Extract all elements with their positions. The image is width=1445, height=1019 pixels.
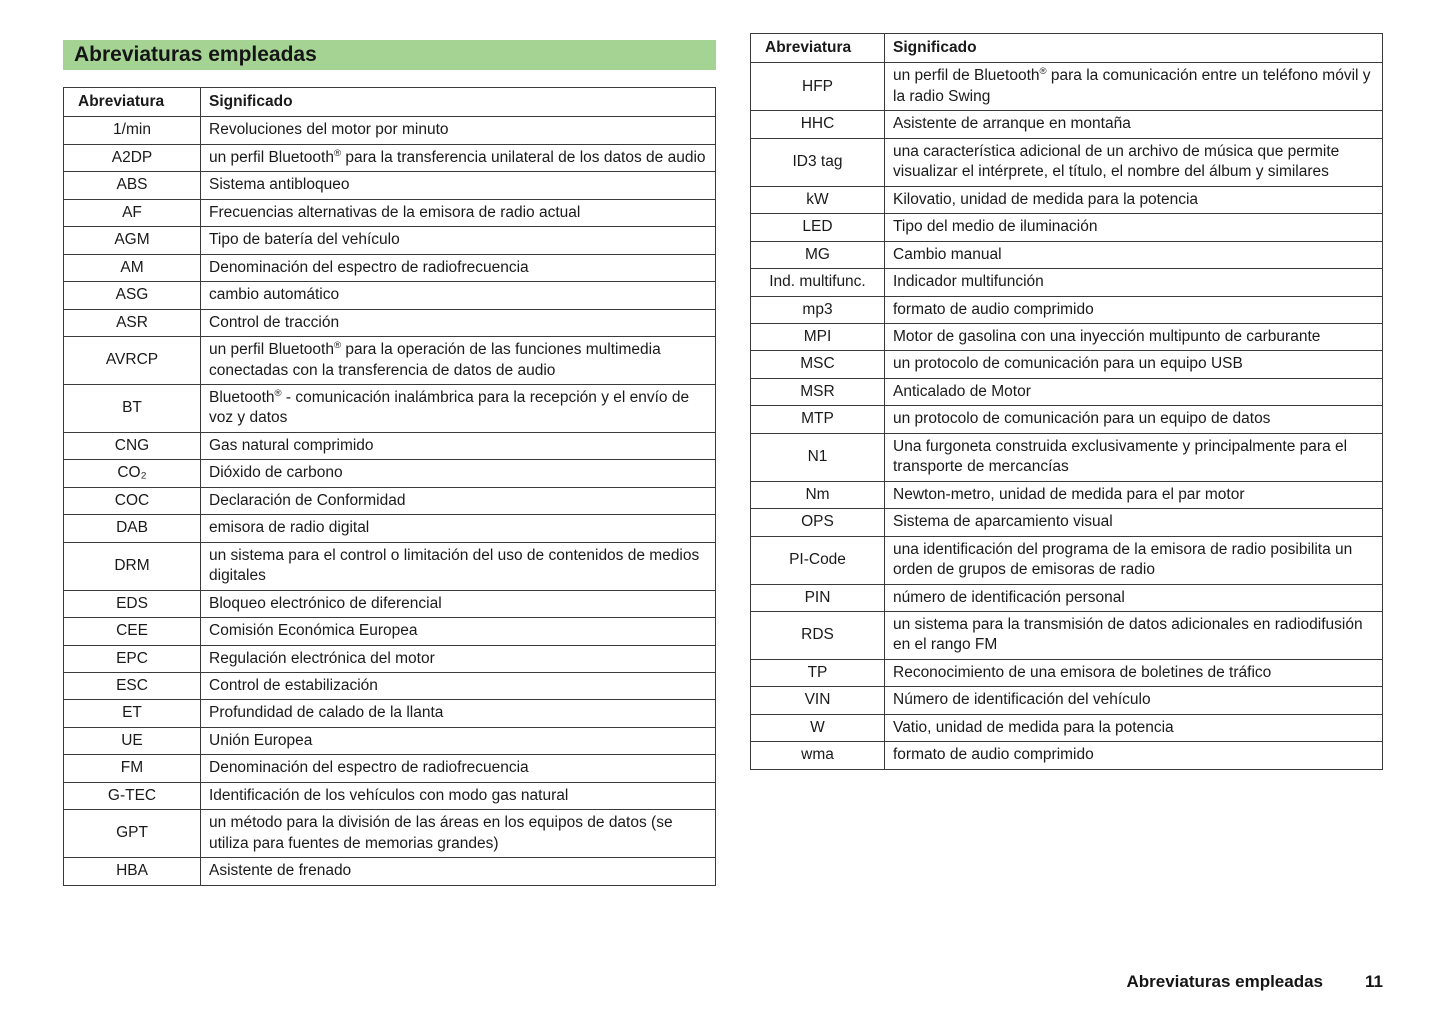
- right-column: [750, 33, 1383, 770]
- table-row: [64, 542, 716, 590]
- table-row: [64, 282, 716, 309]
- meaning-cell: Bloqueo electrónico de diferencial: [201, 590, 716, 617]
- meaning-cell: un sistema para la transmisión de datos adicionales en radiodifusión en el rango FM: [885, 611, 1383, 659]
- abbreviation-cell: kW: [751, 186, 885, 213]
- abbreviation-cell: MG: [751, 241, 885, 268]
- meaning-cell: Una furgoneta construida exclusivamente y principalmente para el transporte de mercancías: [885, 433, 1383, 481]
- abbreviation-cell: ID3 tag: [751, 138, 885, 186]
- table-row: [751, 433, 1383, 481]
- meaning-cell: Profundidad de calado de la llanta: [201, 700, 716, 727]
- abbreviation-cell: PI-Code: [751, 536, 885, 584]
- column-header-meaning: Significado: [201, 88, 716, 117]
- abbreviation-cell: DAB: [64, 515, 201, 542]
- table-row: [64, 487, 716, 514]
- meaning-cell: número de identificación personal: [885, 584, 1383, 611]
- table-row: [64, 858, 716, 885]
- meaning-cell: Frecuencias alternativas de la emisora de radio actual: [201, 199, 716, 226]
- meaning-cell: Asistente de arranque en montaña: [885, 111, 1383, 138]
- abbreviation-cell: A2DP: [64, 144, 201, 171]
- abbreviation-cell: VIN: [751, 687, 885, 714]
- table-row: [751, 687, 1383, 714]
- abbreviation-cell: G-TEC: [64, 782, 201, 809]
- meaning-cell: Control de tracción: [201, 309, 716, 336]
- table-row: [64, 727, 716, 754]
- table-row: [64, 254, 716, 281]
- table-row: [64, 810, 716, 858]
- meaning-cell: Indicador multifunción: [885, 269, 1383, 296]
- abbreviation-cell: ESC: [64, 672, 201, 699]
- abbreviation-cell: ABS: [64, 172, 201, 199]
- abbreviation-cell: CO₂: [64, 460, 201, 487]
- meaning-cell: Tipo de batería del vehículo: [201, 227, 716, 254]
- abbreviation-cell: GPT: [64, 810, 201, 858]
- meaning-cell: un perfil Bluetooth® para la transferencia unilateral de los datos de audio: [201, 144, 716, 171]
- table-row: [64, 309, 716, 336]
- meaning-cell: Anticalado de Motor: [885, 378, 1383, 405]
- abbreviation-cell: PIN: [751, 584, 885, 611]
- abbreviation-cell: ASR: [64, 309, 201, 336]
- meaning-cell: Identificación de los vehículos con modo gas natural: [201, 782, 716, 809]
- table-row: [751, 186, 1383, 213]
- abbreviation-cell: AF: [64, 199, 201, 226]
- meaning-cell: un perfil Bluetooth® para la operación de las funciones multimedia conectadas con la transferencia de datos de audio: [201, 337, 716, 385]
- meaning-cell: un protocolo de comunicación para un equipo de datos: [885, 406, 1383, 433]
- table-row: [751, 323, 1383, 350]
- table-row: [751, 611, 1383, 659]
- abbreviation-cell: N1: [751, 433, 885, 481]
- abbreviation-cell: W: [751, 714, 885, 741]
- abbreviation-cell: 1/min: [64, 117, 201, 144]
- table-row: [64, 755, 716, 782]
- table-row: [751, 63, 1383, 111]
- meaning-cell: cambio automático: [201, 282, 716, 309]
- meaning-cell: Motor de gasolina con una inyección multipunto de carburante: [885, 323, 1383, 350]
- abbreviations-table-right: [750, 33, 1383, 770]
- meaning-cell: Tipo del medio de iluminación: [885, 214, 1383, 241]
- table-row: [751, 481, 1383, 508]
- meaning-cell: Denominación del espectro de radiofrecuencia: [201, 254, 716, 281]
- meaning-cell: Regulación electrónica del motor: [201, 645, 716, 672]
- abbreviation-cell: HBA: [64, 858, 201, 885]
- abbreviation-cell: DRM: [64, 542, 201, 590]
- abbreviation-cell: AM: [64, 254, 201, 281]
- abbreviation-cell: EPC: [64, 645, 201, 672]
- table-row: [64, 144, 716, 171]
- meaning-cell: Dióxido de carbono: [201, 460, 716, 487]
- page-number: 11: [1365, 972, 1383, 991]
- table-row: [751, 659, 1383, 686]
- table-row: [64, 515, 716, 542]
- abbreviations-table-left: [63, 87, 716, 886]
- table-row: [751, 111, 1383, 138]
- abbreviation-cell: MSR: [751, 378, 885, 405]
- abbreviation-cell: RDS: [751, 611, 885, 659]
- abbreviation-cell: CEE: [64, 618, 201, 645]
- abbreviation-cell: Ind. multifunc.: [751, 269, 885, 296]
- column-header-meaning: Significado: [885, 34, 1383, 63]
- page-footer: [1126, 972, 1383, 992]
- table-row: [751, 406, 1383, 433]
- table-row: [64, 590, 716, 617]
- table-row: [751, 584, 1383, 611]
- page-title: Abreviaturas empleadas: [63, 40, 716, 70]
- meaning-cell: Control de estabilización: [201, 672, 716, 699]
- abbreviation-cell: BT: [64, 384, 201, 432]
- table-header-row: [64, 88, 716, 117]
- abbreviation-cell: COC: [64, 487, 201, 514]
- meaning-cell: Comisión Económica Europea: [201, 618, 716, 645]
- abbreviation-cell: TP: [751, 659, 885, 686]
- abbreviation-cell: MPI: [751, 323, 885, 350]
- table-row: [751, 138, 1383, 186]
- table-row: [64, 645, 716, 672]
- abbreviation-cell: HHC: [751, 111, 885, 138]
- abbreviation-cell: Nm: [751, 481, 885, 508]
- abbreviation-cell: mp3: [751, 296, 885, 323]
- table-row: [751, 269, 1383, 296]
- meaning-cell: Número de identificación del vehículo: [885, 687, 1383, 714]
- abbreviation-cell: HFP: [751, 63, 885, 111]
- table-row: [64, 432, 716, 459]
- meaning-cell: Kilovatio, unidad de medida para la potencia: [885, 186, 1383, 213]
- table-row: [64, 700, 716, 727]
- abbreviation-cell: AVRCP: [64, 337, 201, 385]
- table-row: [751, 378, 1383, 405]
- table-row: [64, 337, 716, 385]
- abbreviation-cell: LED: [751, 214, 885, 241]
- table-row: [751, 214, 1383, 241]
- meaning-cell: Sistema antibloqueo: [201, 172, 716, 199]
- table-row: [751, 296, 1383, 323]
- meaning-cell: un protocolo de comunicación para un equipo USB: [885, 351, 1383, 378]
- meaning-cell: formato de audio comprimido: [885, 296, 1383, 323]
- meaning-cell: Vatio, unidad de medida para la potencia: [885, 714, 1383, 741]
- abbreviation-cell: UE: [64, 727, 201, 754]
- meaning-cell: formato de audio comprimido: [885, 742, 1383, 769]
- column-header-abbreviation: Abreviatura: [751, 34, 885, 63]
- meaning-cell: Sistema de aparcamiento visual: [885, 509, 1383, 536]
- meaning-cell: Gas natural comprimido: [201, 432, 716, 459]
- table-row: [64, 782, 716, 809]
- table-row: [64, 384, 716, 432]
- meaning-cell: Declaración de Conformidad: [201, 487, 716, 514]
- meaning-cell: un método para la división de las áreas en los equipos de datos (se utiliza para fuentes de memorias grandes): [201, 810, 716, 858]
- table-row: [751, 536, 1383, 584]
- meaning-cell: Revoluciones del motor por minuto: [201, 117, 716, 144]
- table-row: [64, 199, 716, 226]
- meaning-cell: Cambio manual: [885, 241, 1383, 268]
- abbreviation-cell: EDS: [64, 590, 201, 617]
- abbreviation-cell: ET: [64, 700, 201, 727]
- table-row: [751, 241, 1383, 268]
- abbreviation-cell: wma: [751, 742, 885, 769]
- abbreviation-cell: MSC: [751, 351, 885, 378]
- meaning-cell: Reconocimiento de una emisora de boletines de tráfico: [885, 659, 1383, 686]
- table-row: [751, 351, 1383, 378]
- left-column: [63, 40, 716, 886]
- meaning-cell: un sistema para el control o limitación del uso de contenidos de medios digitales: [201, 542, 716, 590]
- abbreviation-cell: OPS: [751, 509, 885, 536]
- abbreviation-cell: ASG: [64, 282, 201, 309]
- abbreviation-cell: FM: [64, 755, 201, 782]
- meaning-cell: Bluetooth® - comunicación inalámbrica para la recepción y el envío de voz y datos: [201, 384, 716, 432]
- meaning-cell: emisora de radio digital: [201, 515, 716, 542]
- table-row: [64, 672, 716, 699]
- table-row: [751, 509, 1383, 536]
- abbreviation-cell: CNG: [64, 432, 201, 459]
- table-row: [751, 742, 1383, 769]
- meaning-cell: una identificación del programa de la emisora de radio posibilita un orden de grupos de emisoras de radio: [885, 536, 1383, 584]
- table-row: [64, 172, 716, 199]
- abbreviation-cell: MTP: [751, 406, 885, 433]
- meaning-cell: un perfil de Bluetooth® para la comunicación entre un teléfono móvil y la radio Swing: [885, 63, 1383, 111]
- abbreviation-cell: AGM: [64, 227, 201, 254]
- table-header-row: [751, 34, 1383, 63]
- meaning-cell: Unión Europea: [201, 727, 716, 754]
- table-row: [64, 117, 716, 144]
- table-row: [64, 618, 716, 645]
- meaning-cell: Asistente de frenado: [201, 858, 716, 885]
- table-row: [751, 714, 1383, 741]
- meaning-cell: una característica adicional de un archivo de música que permite visualizar el intérprete, el título, el nombre del álbum y similares: [885, 138, 1383, 186]
- footer-section-label: Abreviaturas empleadas: [1126, 972, 1324, 991]
- column-header-abbreviation: Abreviatura: [64, 88, 201, 117]
- meaning-cell: Denominación del espectro de radiofrecuencia: [201, 755, 716, 782]
- meaning-cell: Newton-metro, unidad de medida para el par motor: [885, 481, 1383, 508]
- table-row: [64, 227, 716, 254]
- table-row: [64, 460, 716, 487]
